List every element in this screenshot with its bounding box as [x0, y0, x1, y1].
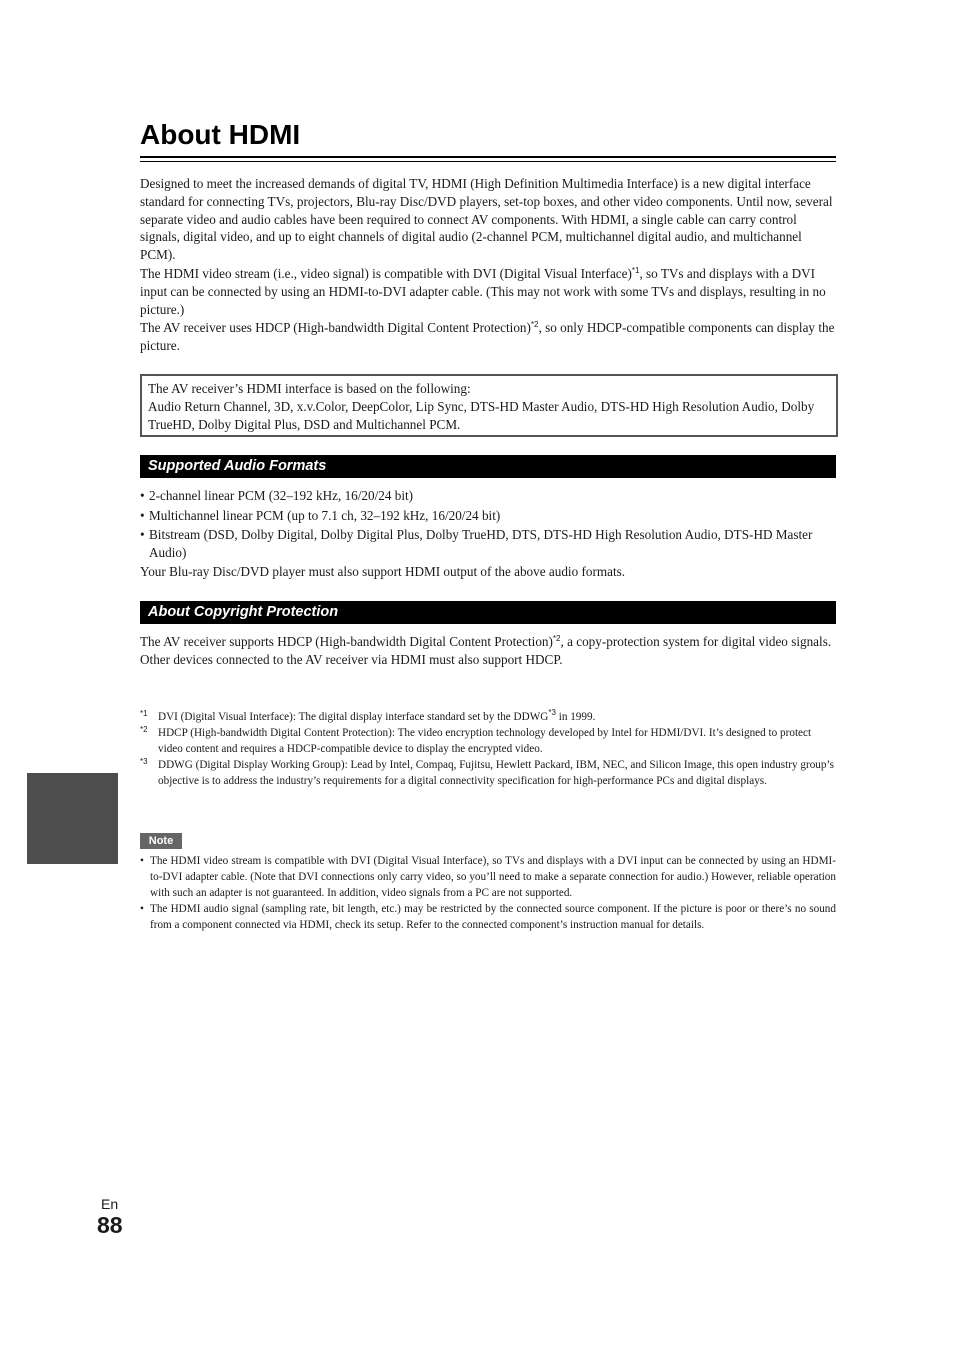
list-item: • The HDMI video stream is compatible with DVI (Digital Visual Interface), so TVs and displays with a DVI input can be connected by using an HDMI-to-DVI adapter cable. (Note that DVI connections only carry video, so you’ll need to make a separate connection for audio.) However, reliable operation with such an adapter is not guaranteed. In addition, video signals from a PC are not supported.: [140, 853, 836, 901]
intro-paragraph-1: Designed to meet the increased demands of digital TV, HDMI (High Definition Multimedia Interface) is a new digital interface standard for connecting TVs, projectors, Blu-ray Disc/DVD players, set-top boxes, and other video components. Until now, several separate video and audio cables have been required to connect AV components. With HDMI, a single cable can carry control signals, digital video, and up to eight channels of digital audio (2-channel PCM, multichannel digital audio, and multichannel PCM).: [140, 176, 833, 263]
section-heading-supported-audio-formats: Supported Audio Formats: [140, 455, 836, 478]
list-item: • The HDMI audio signal (sampling rate, bit length, etc.) may be restricted by the connected source component. If the picture is poor or there’s no sound from a component connected via HDMI, check its setup. Refer to the connected component’s instruction manual for details.: [140, 901, 836, 933]
intro-paragraph-2: The HDMI video stream (i.e., video signal) is compatible with DVI (Digital Visual Interface)$^{*1}$, so TVs and displays with a DVI input can be connected by using an HDMI-to-DVI adapter cable. (This may not work with some TVs and displays, resulting in no picture.): [140, 265, 826, 317]
footnotes: [140, 709, 836, 789]
hdmi-features-box: [140, 374, 838, 437]
footnote-ref-3: *3: [548, 708, 556, 717]
footnote-ref-2: *2: [530, 320, 539, 330]
title-rule: [140, 156, 836, 158]
audio-formats-note: Your Blu-ray Disc/DVD player must also support HDMI output of the above audio formats.: [140, 564, 626, 579]
title-rule-thin: [140, 161, 836, 162]
footnote-ref-1: *1: [631, 265, 640, 275]
footnote-mark: *2: [140, 725, 148, 734]
list-item: • 2-channel linear PCM (32–192 kHz, 16/20/24 bit): [140, 487, 836, 505]
info-box-features: Audio Return Channel, 3D, x.v.Color, DeepColor, Lip Sync, DTS-HD Master Audio, DTS-HD High Resolution Audio, Dolby TrueHD, Dolby Digital Plus, DSD and Multichannel PCM.: [148, 399, 815, 432]
intro-paragraph-3: The AV receiver uses HDCP (High-bandwidth Digital Content Protection)$^{*2}$, so only HDCP-compatible components can display the picture.: [140, 320, 835, 354]
language-label: En: [101, 1196, 119, 1212]
page-title: About HDMI: [140, 119, 301, 150]
footnote-mark: *3: [140, 757, 148, 766]
page-number: 88: [97, 1212, 123, 1238]
section-heading-copyright-protection: About Copyright Protection: [140, 601, 836, 624]
footnote-1: *1 DVI (Digital Visual Interface): The digital display interface standard set by the DDWG$^{*3}$ in 1999.: [140, 708, 596, 723]
intro-text: [140, 175, 836, 355]
list-item: • Multichannel linear PCM (up to 7.1 ch, 32–192 kHz, 16/20/24 bit): [140, 507, 836, 525]
footnote-3: *3 DDWG (Digital Display Working Group): Lead by Intel, Compaq, Fujitsu, Hewlett Packard, IBM, NEC, and Silicon Image, this open industry group’s objective is to address the industry’s requirements for a digital connectivity specification for high-performance PCs and digital displays.: [140, 757, 836, 789]
footnote-mark: *1: [140, 709, 148, 718]
copyright-text: The AV receiver supports HDCP (High-bandwidth Digital Content Protection)$^{*2}$, a copy-protection system for digital video signals. Other devices connected to the AV receiver via HDMI must also support HDCP.: [140, 634, 832, 667]
footnote-ref-2: *2: [552, 634, 561, 643]
info-box-intro: The AV receiver’s HDMI interface is based on the following:: [148, 381, 471, 396]
audio-formats-list: [140, 487, 836, 563]
notes-list: [140, 853, 836, 933]
note-badge: Note: [140, 833, 182, 849]
list-item: • Bitstream (DSD, Dolby Digital, Dolby Digital Plus, Dolby TrueHD, DTS, DTS-HD High Resolution Audio, DTS-HD Master Audio): [140, 526, 836, 561]
chapter-tab: [27, 773, 118, 864]
footnote-2: *2 HDCP (High-bandwidth Digital Content Protection): The video encryption technology developed by Intel for HDMI/DVI. It’s designed to protect video content and requires a HDCP-compatible device to display the encrypted video.: [140, 725, 836, 757]
